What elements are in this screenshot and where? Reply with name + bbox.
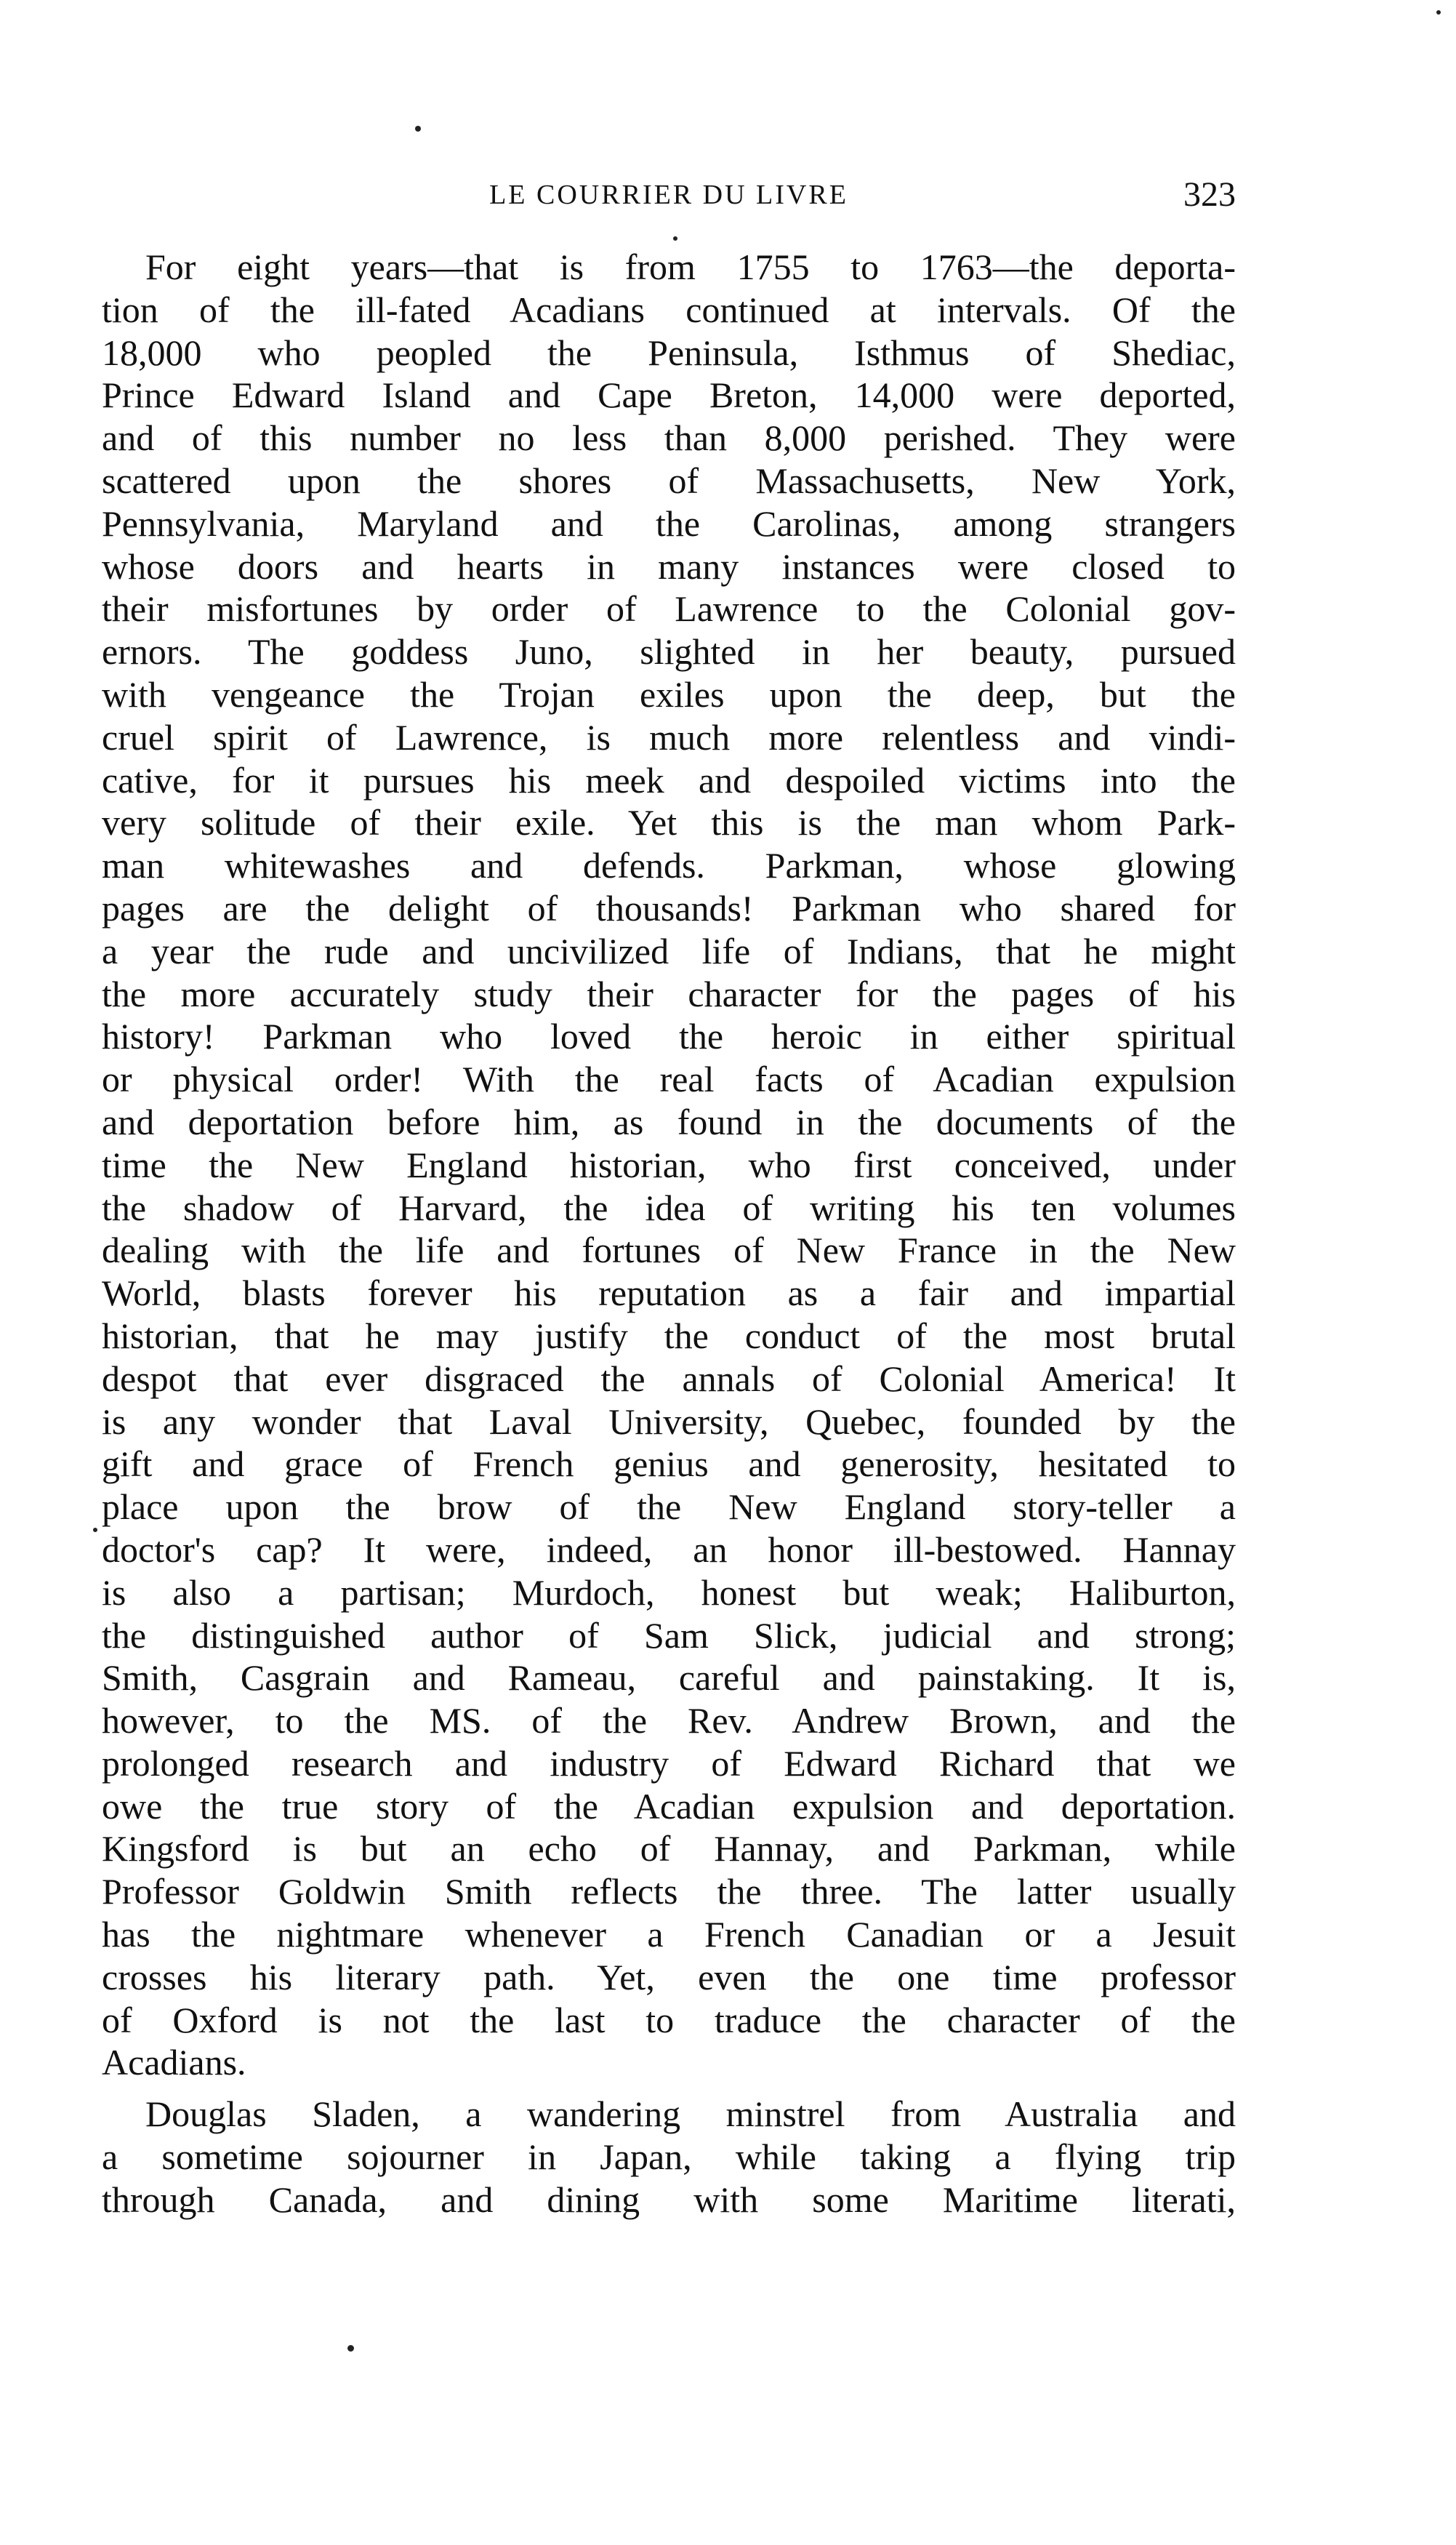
text-line: history! Parkman who loved the heroic in either spiritual: [102, 1016, 1236, 1057]
text-line: Kingsford is but an echo of Hannay, and Parkman, while: [102, 1828, 1236, 1869]
text-line: the distinguished author of Sam Slick, judicial and strong;: [102, 1614, 1236, 1656]
text-line: prolonged research and industry of Edward Richard that we: [102, 1742, 1236, 1784]
text-line: owe the true story of the Acadian expulsion and deportation.: [102, 1785, 1236, 1827]
text-line: scattered upon the shores of Massachusetts, New York,: [102, 460, 1236, 501]
text-line: or physical order! With the real facts of Acadian expulsion: [102, 1059, 1236, 1100]
running-title: LE COURRIER DU LIVRE: [489, 180, 848, 210]
text-line: Smith, Casgrain and Rameau, careful and painstaking. It is,: [102, 1657, 1236, 1699]
text-line: is also a partisan; Murdoch, honest but weak; Haliburton,: [102, 1571, 1236, 1613]
text-line: place upon the brow of the New England story-teller a: [102, 1486, 1236, 1528]
ink-speck: [673, 236, 677, 241]
text-line: pages are the delight of thousands! Parkman who shared for: [102, 887, 1236, 929]
text-line: despot that ever disgraced the annals of Colonial America! It: [102, 1358, 1236, 1399]
text-line: Douglas Sladen, a wandering minstrel from Australia and: [145, 2093, 1236, 2135]
text-line: is any wonder that Laval University, Quebec, founded by the: [102, 1400, 1236, 1442]
text-line: the shadow of Harvard, the idea of writing his ten volumes: [102, 1187, 1236, 1228]
text-line: of Oxford is not the last to traduce the character of the: [102, 1999, 1236, 2040]
ink-speck: [93, 1528, 97, 1532]
text-line: crosses his literary path. Yet, even the one time professor: [102, 1956, 1236, 1997]
text-line: Prince Edward Island and Cape Breton, 14,000 were deported,: [102, 374, 1236, 416]
text-line: historian, that he may justify the conduct of the most brutal: [102, 1315, 1236, 1356]
text-line: has the nightmare whenever a French Canadian or a Jesuit: [102, 1914, 1236, 1955]
text-line: time the New England historian, who first conceived, under: [102, 1144, 1236, 1185]
page-header: [102, 173, 1236, 217]
text-line: Professor Goldwin Smith reflects the three. The latter usually: [102, 1871, 1236, 1912]
text-line: and deportation before him, as found in the documents of the: [102, 1101, 1236, 1142]
text-line: whose doors and hearts in many instances were closed to: [102, 545, 1236, 587]
text-line: however, to the MS. of the Rev. Andrew Brown, and the: [102, 1700, 1236, 1742]
text-line: through Canada, and dining with some Maritime literati,: [102, 2179, 1236, 2220]
text-line: man whitewashes and defends. Parkman, whose glowing: [102, 845, 1236, 886]
ink-speck: [415, 126, 421, 132]
text-line: Pennsylvania, Maryland and the Carolinas, among strangers: [102, 502, 1236, 544]
text-line: very solitude of their exile. Yet this is the man whom Park-: [102, 802, 1236, 843]
text-line: World, blasts forever his reputation as a fair and impartial: [102, 1272, 1236, 1314]
text-line: ernors. The goddess Juno, slighted in her beauty, pursued: [102, 631, 1236, 673]
ink-speck: [1436, 10, 1441, 15]
text-line: Acadians.: [102, 2042, 246, 2083]
text-line: their misfortunes by order of Lawrence to the Colonial gov-: [102, 588, 1236, 630]
text-line: For eight years—that is from 1755 to 1763—the deporta-: [145, 247, 1236, 287]
text-line: and of this number no less than 8,000 perished. They were: [102, 417, 1236, 459]
text-line: 18,000 who peopled the Peninsula, Isthmus of Shediac,: [102, 332, 1236, 373]
text-line: dealing with the life and fortunes of New France in the New: [102, 1230, 1236, 1271]
text-line: gift and grace of French genius and generosity, hesitated to: [102, 1443, 1236, 1485]
ink-speck: [347, 2345, 354, 2352]
text-line: a year the rude and uncivilized life of Indians, that he might: [102, 930, 1236, 971]
text-line: a sometime sojourner in Japan, while taking a flying trip: [102, 2136, 1236, 2178]
page-number: 323: [1183, 175, 1236, 214]
body-text: [102, 246, 1236, 2221]
text-line: doctor's cap? It were, indeed, an honor ill-bestowed. Hannay: [102, 1528, 1236, 1570]
text-line: the more accurately study their character for the pages of his: [102, 973, 1236, 1014]
text-line: cruel spirit of Lawrence, is much more relentless and vindi-: [102, 716, 1236, 758]
text-line: with vengeance the Trojan exiles upon the deep, but the: [102, 673, 1236, 715]
text-line: tion of the ill-fated Acadians continued at intervals. Of the: [102, 289, 1236, 330]
text-line: cative, for it pursues his meek and despoiled victims into the: [102, 759, 1236, 801]
